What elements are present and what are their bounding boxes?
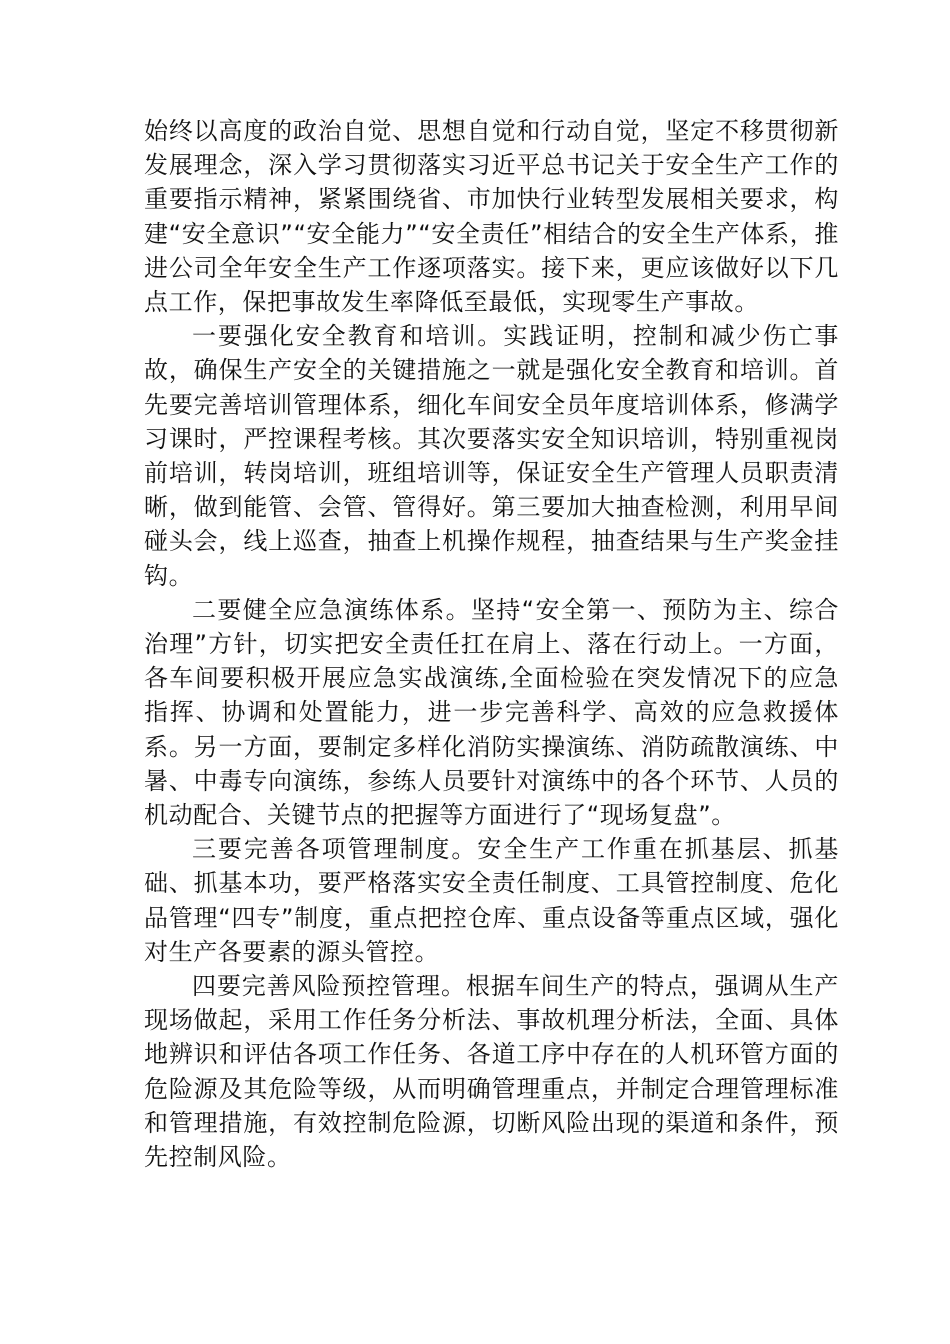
paragraph-safety-training: 一要强化安全教育和培训。实践证明，控制和减少伤亡事故，确保生产安全的关键措施之一就是强化安全教育和培训。首先要完善培训管理体系，细化车间安全员年度培训体系，修满学习课时，严控课程考核。其次要落实安全知识培训，特别重视岗前培训，转岗培训，班组培训等，保证安全生产管理人员职责清晰，做到能管、会管、管得好。第三要加大抽查检测，利用早间碰头会，线上巡查，抽查上机操作规程，抽查结果与生产奖金挂钩。 xyxy=(144,322,839,590)
paragraph-risk-control: 四要完善风险预控管理。根据车间生产的特点，强调从生产现场做起，采用工作任务分析法、事故机理分析法，全面、具体地辨识和评估各项工作任务、各道工序中存在的人机环管方面的危险源及其危险等级，从而明确管理重点，并制定合理管理标准和管理措施，有效控制危险源，切断风险出现的渠道和条件，预先控制风险。 xyxy=(144,972,839,1172)
document-body xyxy=(144,114,839,1174)
paragraph-emergency-drills: 二要健全应急演练体系。坚持“安全第一、预防为主、综合治理”方针，切实把安全责任扛在肩上、落在行动上。一方面，各车间要积极开展应急实战演练,全面检验在突发情况下的应急指挥、协调和处置能力，进一步完善科学、高效的应急救援体系。另一方面，要制定多样化消防实操演练、消防疏散演练、中暑、中毒专向演练，参练人员要针对演练中的各个环节、人员的机动配合、关键节点的把握等方面进行了“现场复盘”。 xyxy=(144,595,839,830)
paragraph-management-systems: 三要完善各项管理制度。安全生产工作重在抓基层、抓基础、抓基本功，要严格落实安全责任制度、工具管控制度、危化品管理“四专”制度，重点把控仓库、重点设备等重点区域，强化对生产各要素的源头管控。 xyxy=(144,835,839,966)
paragraph-intro: 始终以高度的政治自觉、思想自觉和行动自觉，坚定不移贯彻新发展理念，深入学习贯彻落实习近平总书记关于安全生产工作的重要指示精神，紧紧围绕省、市加快行业转型发展相关要求，构建“安全意识”“安全能力”“安全责任”相结合的安全生产体系，推进公司全年安全生产工作逐项落实。接下来，更应该做好以下几点工作，保把事故发生率降低至最低，实现零生产事故。 xyxy=(144,117,839,317)
